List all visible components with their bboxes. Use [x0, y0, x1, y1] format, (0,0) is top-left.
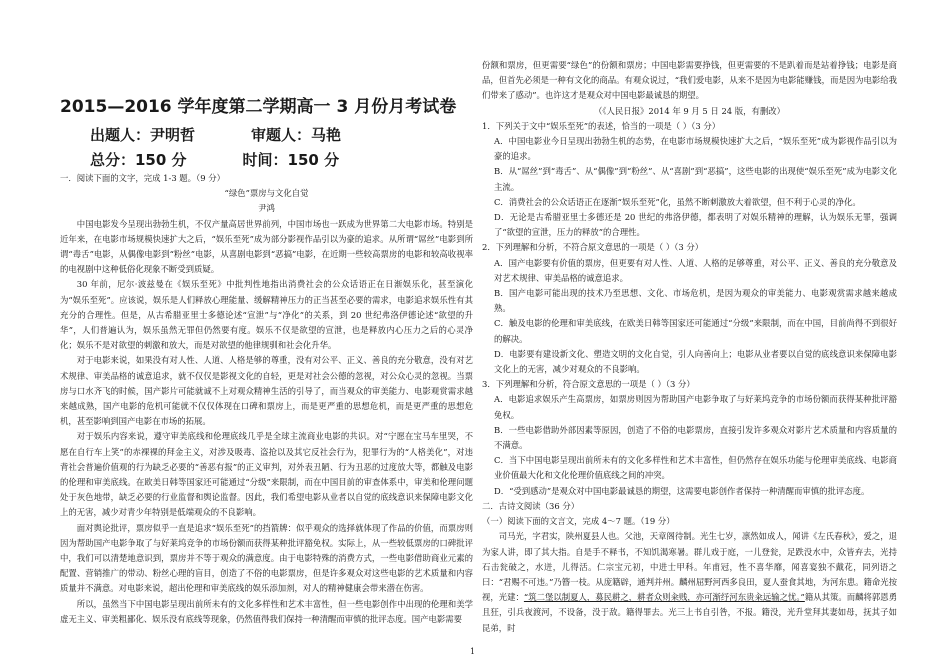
question-3-option-a: A．电影追求娱乐产生高票房，如票房则因为帮助国产电影争取了与好莱坞竞争的市场份额而获得某种批评豁免权。: [494, 394, 897, 420]
right-column: [482, 0, 897, 636]
section-two-heading: 二．古诗文阅读（36 分）: [482, 500, 580, 511]
left-column: [60, 0, 473, 627]
question-1-option-a: A．中国电影业今日呈现出勃勃生机的态势，在电影市场规模快速扩大之后，“娱乐至死”成为影视作品引以为豪的追求。: [494, 136, 897, 162]
setter-reviewer-line: [60, 124, 473, 146]
reviewer-label: 审题人：马艳: [251, 126, 342, 144]
classical-text-paragraph: [482, 529, 897, 635]
question-3: 3．下列理解和分析，符合原文意思的一项是（ ）（3 分）: [482, 379, 695, 390]
question-1-option-d: D．无论是古希腊亚里士多德还是 20 世纪的弗洛伊德，都表明了对娱乐精神的理解，认为娱乐无罪，强调了“欲望的宣泄，压力的释放”的合理性。: [494, 212, 897, 238]
article-title: “绿色”票房与文化自觉: [224, 188, 309, 199]
question-3-option-b: B．一些电影借助外部因素等原因，创造了不俗的电影票房，直接引发许多观众对影片艺术质量和内容质量的不满意。: [494, 424, 897, 451]
question-2-option-b: B．国产电影可能出现的技术乃至思想、文化、市场危机，是因为观众的审美能力、电影观赏需求越来越成熟。: [494, 288, 897, 314]
question-3-option-d: D．“受到感动”是观众对中国电影最诚恳的期望，这需要电影创作者保持一种清醒而审慎的批评态度。: [494, 485, 870, 496]
page-number: 1: [470, 647, 476, 656]
setter-label: 出题人：尹明哲: [90, 126, 196, 144]
classical-text-main: 司马光，字君实，陕州夏县人也。父池，天章阁待制。光生七岁，凛然如成人，闻讲《左氏春秋》，爱之，退为家人讲，即了其大指。自是手不释书，不知饥渴寒暑。群儿戏于庭，一儿登瓮，足跌没水中，众皆弃去，光持石击瓮破之，水迸，儿得活。仁宗宝元初，中进士甲科。年甫冠，性不喜华靡，闻喜宴独不戴花，同列语之曰：“君赐不可违。”乃簪一枝。从庞籍辟，通判并州。麟州屈野河西多良田，夏人蚕食其地，为河东患。籍命光按视，光建：: [482, 531, 897, 603]
article-paragraph-3: 对于电影来说，如果没有对人性、人道、人格是够的尊重，没有对公平、正义、善良的充分敬意，没有对艺术规律、审美品格的诚意追求，就不仅仅是影视文化的自轻，更是对社会公德的忽视，对公众心灵的忽视。当票房与口水齐飞的时候，国产影片可能就诚不上对观众精神生活的引导了，而当观众的审美能力、电影观赏需求越来越成熟，国产电影的危机可能就不仅仅体现在口碑和票房上，而是更严重的思想危机，而是更严重的思想危机，甚至影响到国产电影在市场的拓展。: [60, 355, 473, 427]
article-paragraph-1: 中国电影发今呈现出勃勃生机，不仅产量高居世界前列，中国市场也一跃成为世界第二大电影市场。特别是近年来，在电影市场规模快速扩大之后，“娱乐至死”成为部分影视作品引以为豪的追求。从所谓“屌丝”电影到所谓“毒舌”电影，从偶像电影到“粉丝”电影，从喜剧电影到“恶搞”电影，在近期一些较高票房的电影和较高收视率的电视剧中这种低俗化现象不断受到质疑。: [60, 218, 473, 275]
article-author: 尹鸿: [258, 203, 275, 214]
article-paragraph-2: 30 年前，尼尔·波兹曼在《娱乐至死》中批判性地指出消费社会的公众话语正在日渐娱乐化，甚至演化为“娱乐至死”。应该说，娱乐是人们释放心理能量、缓解精神压力的正当甚至必要的需求，电影追求娱乐性有其充分的合理性。但是，从古希腊亚里士多德论述“宣泄”与“净化”的关系，到 20 世纪弗洛伊德论述“欲望的升华”，人们普遍认为，娱乐虽然无罪但仍然要有度。娱乐不仅是欲望的宣泄，也是释放内心压力之后的心灵净化；娱乐不是对欲望的刺激和放大，而是对欲望的他律规驯和社会化升华。: [60, 279, 473, 351]
article-paragraph-7: 份额和票房，但更需要“绿色”的份额和票房；中国电影需要挣钱，但更需要的不是趴着而是站着挣钱；电影是商品，但首先必须是一种有文化的商品。有观众说过，“我们爱电影，从来不是因为电影能赚钱，而是因为电影给我们带来了感动”。也许这才是观众对中国电影最诚恳的期望。: [482, 60, 897, 101]
time-limit-label: 时间：150 分: [242, 151, 340, 169]
article-paragraph-5: 面对舆论批评，票房似乎一直是追求“娱乐至死”的挡箭牌：似乎观众的选择就体现了作品的价值，而票房则因为帮助国产电影争取了与好莱坞竞争的市场份额而获得某种批评豁免权。实际上，从一些较低票房的口碑批评中，我们可以清楚地意识到，票房并不等于观众的满意度。由于电影特殊的消费方式，一些电影借助商业元素的配置、营销推广的带动、粉丝心理的盲目，创造了不俗的电影票房，但是许多观众对这些电影的艺术质量和内容质量并不满意。对电影来说，超出伦理和审美底线的娱乐添加剂，对人的精神健康会带来潜在伤害。: [60, 522, 473, 594]
score-time-line: [60, 149, 473, 171]
question-1: 1．下列关于文中“娱乐至死”的表述，恰当的一项是（ ）（3 分）: [482, 120, 721, 131]
question-1-option-b: B．从“屌丝”到“毒舌”、从“偶像”到“粉丝”、从“喜剧”到“恶搞”，这些电影的出现使“娱乐至死”成为电影文化主流。: [494, 166, 897, 192]
question-1-option-c: C．消费社会的公众话语正在逐渐“娱乐至死”化，虽然不断刺激放大着欲望，但不利于心灵的净化。: [494, 196, 861, 207]
question-2-option-c: C．触及电影的伦理和审美底线，在欧美日韩等国家还可能通过“分级”来限制，而在中国，目前尚得不到很好的解决。: [494, 318, 897, 344]
article-source: （《人民日报》2014 年 9 月 5 日 24 版，有删改）: [593, 105, 786, 116]
exam-title: 2015—2016 学年度第二学期高一 3 月份月考试卷: [60, 97, 457, 117]
article-paragraph-4: 对于娱乐内容来说，遵守审美底线和伦理底线几乎是全球主流商业电影的共识。对“宁愿在宝马车里哭，不愿在自行车上笑”的赤裸裸的拜金主义，对涉及吸毒、盗抢以及其它反社会行为，犯罪行为的“人格美化”，对违背社会普遍价值观的行为缺乏必要的“善恶有报”的正义审判，对外表丑陋、行为丑恶的过度放大等，都触及电影的伦理和审美底线。在欧美日韩等国家还可能通过“分级”来限制，而在中国目前的审查体系中，审美和伦理问题处于灰色地带，缺乏必要的行业监督和舆论监督。因此，我们希望电影从业者以自觉的底线意识来保障电影文化上的无害，减少对青少年特别是低端观众的不良影响。: [60, 431, 473, 518]
article-paragraph-6: 所以，虽然当下中国电影呈现出前所未有的文化多样性和艺术丰富性，但一些电影创作中出现的伦理和美学虚无主义、审美粗鄙化、娱乐没有底线等现象，仍然值得我们保持一种清醒而审慎的批评态度。国产电影需要: [60, 598, 473, 624]
question-3-option-c: C．当下中国电影呈现出前所未有的文化多样性和艺术丰富性，但仍然存在娱乐功能与伦理审美底线、电影商业价值最大化和文化伦理价值底线之间的冲突。: [494, 455, 897, 481]
classical-text-underlined-sentence: “筑二堡以制夏人，募民耕之，耕者众则籴贱，亦可渐纾河东贵籴远输之忧。”: [523, 592, 805, 603]
subsection-one-heading: （一）阅读下面的文言文，完成 4～7 题。（19 分）: [482, 516, 675, 527]
question-2-option-a: A．国产电影要有价值的票房，但更要有对人性、人道、人格的足够尊重，对公平、正义、善良的充分敬意及对艺术规律、审美品格的诚意追求。: [494, 257, 897, 283]
question-2: 2．下列理解和分析，不符合原文意思的一项是（ ）（3 分）: [482, 242, 704, 253]
question-2-option-d: D．电影要有建设新文化、塑造文明的文化自觉，引人向善向上；电影从业者要以自觉的底线意识来保障电影文化上的无害，减少对观众的不良影响。: [494, 348, 897, 375]
section-one-heading: 一．阅读下面的文字，完成 1-3 题。（9 分）: [60, 173, 225, 183]
total-score-label: 总分：150 分: [90, 151, 187, 169]
classical-text-tail: 籍从其策。而麟将郭恩勇且狂，引兵夜渡河，不设备，没于敌。籍得罪去。光三上书自引咎，不报。籍没，光升堂拜其妻如母，抚其子如昆弟，时: [482, 592, 898, 633]
